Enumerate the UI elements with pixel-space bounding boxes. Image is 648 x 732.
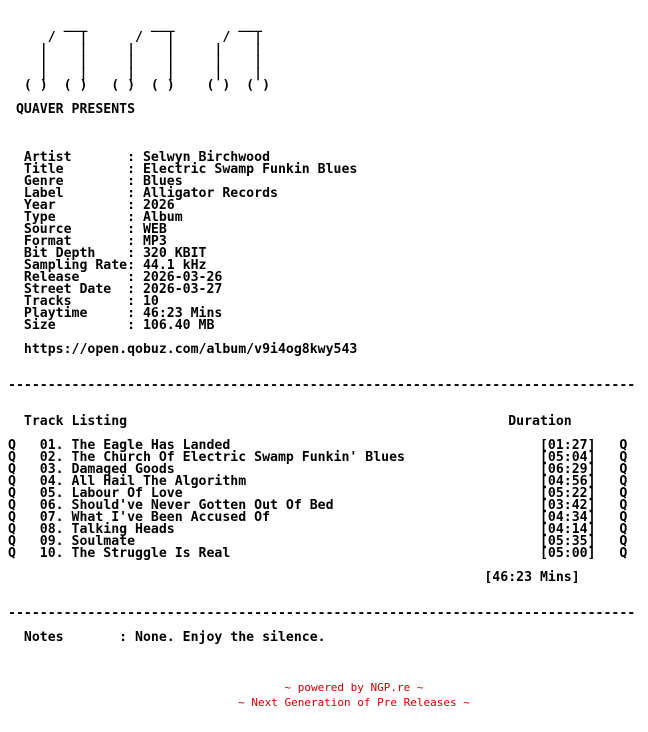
nfo-line: Source : WEB	[8, 222, 167, 237]
nfo-line: Q 06. Should've Never Gotten Out Of Bed [03:42] Q	[8, 498, 628, 513]
nfo-line: Street Date : 2026-03-27	[8, 282, 223, 297]
nfo-line: Title : Electric Swamp Funkin Blues	[8, 162, 358, 177]
nfo-line: ( ) ( ) ( ) ( ) ( ) ( )	[8, 78, 271, 93]
nfo-line: Q 05. Labour Of Love [05:22] Q	[8, 486, 628, 501]
nfo-line: Type : Album	[8, 210, 183, 225]
nfo-line: Track Listing Duration	[8, 414, 572, 429]
nfo-line: Q 08. Talking Heads [04:14] Q	[8, 522, 628, 537]
nfo-line: Artist : Selwyn Birchwood	[8, 150, 271, 165]
footer-powered-by: ~ powered by NGP.re ~	[284, 681, 424, 694]
nfo-line: Q 09. Soulmate [05:35] Q	[8, 534, 628, 549]
nfo-line	[8, 356, 635, 368]
footer-tagline: ~ Next Generation of Pre Releases ~	[238, 696, 470, 709]
nfo-line: Year : 2026	[8, 198, 175, 213]
footer	[0, 680, 648, 710]
nfo-line: Q 04. All Hail The Algorithm [04:56] Q	[8, 474, 628, 489]
nfo-line: -------------------------------------------------------------------------------	[8, 378, 636, 393]
nfo-line: Q 01. The Eagle Has Landed [01:27] Q	[8, 438, 628, 453]
nfo-line: Tracks : 10	[8, 294, 159, 309]
nfo-line: https://open.qobuz.com/album/v9i4og8kwy543	[8, 342, 358, 357]
nfo-line: -------------------------------------------------------------------------------	[8, 606, 636, 621]
nfo-line: ___ ___ ___	[8, 18, 263, 33]
nfo-line: | | | | | |	[8, 54, 263, 69]
nfo-line: [46:23 Mins]	[8, 570, 580, 585]
nfo-line: Label : Alligator Records	[8, 186, 278, 201]
nfo-line: Notes : None. Enjoy the silence.	[8, 630, 326, 645]
nfo-line: Playtime : 46:23 Mins	[8, 306, 223, 321]
nfo-line: Q 10. The Struggle Is Real [05:00] Q	[8, 546, 628, 561]
nfo-line: | | | | | |	[8, 42, 263, 57]
nfo-line	[8, 392, 635, 404]
nfo-line: Q 07. What I've Been Accused Of [04:34] Q	[8, 510, 628, 525]
nfo-line: Q 02. The Church Of Electric Swamp Funkin' Blues [05:04] Q	[8, 450, 628, 465]
nfo-line: Genre : Blues	[8, 174, 183, 189]
nfo-line	[8, 116, 635, 128]
nfo-line	[8, 128, 635, 140]
nfo-line: Bit Depth : 320 KBIT	[8, 246, 207, 261]
nfo-line: QUAVER PRESENTS	[8, 102, 136, 117]
nfo-line: Sampling Rate: 44.1 kHz	[8, 258, 207, 273]
nfo-line: / | / | / |	[8, 30, 263, 45]
nfo-line: Release : 2026-03-26	[8, 270, 223, 285]
nfo-line: Format : MP3	[8, 234, 167, 249]
nfo-line: Size : 106.40 MB	[8, 318, 215, 333]
nfo-line: | | | | | |	[8, 66, 263, 81]
nfo-text	[8, 8, 635, 644]
nfo-line: Q 03. Damaged Goods [06:29] Q	[8, 462, 628, 477]
nfo-line	[8, 584, 635, 596]
